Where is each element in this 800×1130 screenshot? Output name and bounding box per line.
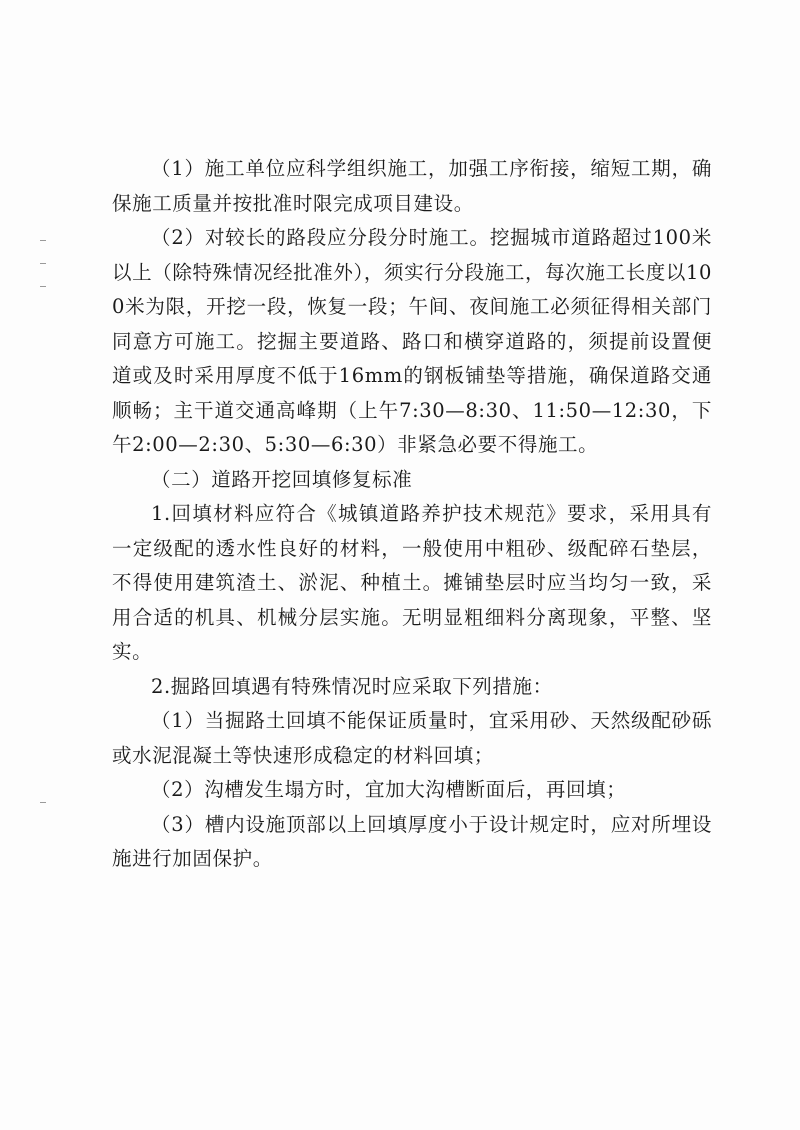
section-heading-backfill-standard: （二）道路开挖回填修复标准 xyxy=(151,467,413,491)
list-item-measure-3: （3）槽内设施顶部以上回填厚度小于设计规定时，应对所埋设施进行加固保护。 xyxy=(112,812,712,870)
margin-mark xyxy=(40,802,46,803)
margin-mark xyxy=(40,263,46,264)
list-item-measure-1: （1）当掘路土回填不能保证质量时，宜采用砂、天然级配砂砾或水泥混凝土等快速形成稳定的材料回填； xyxy=(112,709,712,767)
list-item-measure-2: （2）沟槽发生塌方时，宜加大沟槽断面后，再回填； xyxy=(151,778,627,801)
document-body xyxy=(112,152,712,877)
paragraph-construction-organization: （1）施工单位应科学组织施工，加强工序衔接，缩短工期，确保施工质量并按批准时限完成项目建设。 xyxy=(112,157,712,215)
paragraph-segmented-construction: （2）对较长的路段应分段分时施工。挖掘城市道路超过100米以上（除特殊情况经批准外），须实行分段施工，每次施工长度以100米为限，开挖一段，恢复一段；午间、夜间施工必须征得相关部门同意方可施工。挖掘主要道路、路口和横穿道路的，须提前设置便道或及时采用厚度不低于16mm的钢板铺垫等措施，确保道路交通顺畅；主干道交通高峰期（上午7:30—8:30、11:50—12:30，下午2:00—2:30、5:30—6:30）非紧急必要不得施工。 xyxy=(112,226,712,456)
paragraph-special-measures: 2.掘路回填遇有特殊情况时应采取下列措施： xyxy=(151,674,553,698)
margin-mark xyxy=(40,240,46,241)
margin-mark xyxy=(40,286,46,287)
paragraph-backfill-materials: 1.回填材料应符合《城镇道路养护技术规范》要求，采用具有一定级配的透水性良好的材料，一般使用中粗砂、级配碎石垫层，不得使用建筑渣土、淤泥、种植土。摊铺垫层时应当均匀一致，采用合适的机具、机械分层实施。无明显粗细料分离现象，平整、坚实。 xyxy=(112,502,712,663)
